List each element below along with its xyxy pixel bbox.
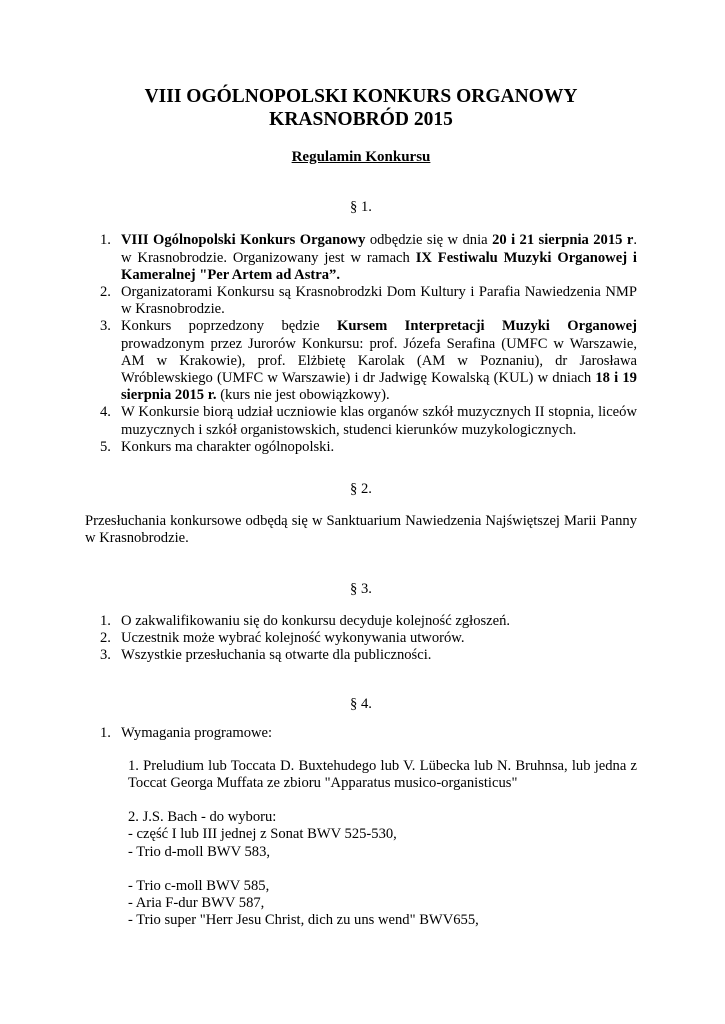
list-item: Uczestnik może wybrać kolejność wykonywania utworów.	[121, 630, 465, 647]
list-item: O zakwalifikowaniu się do konkursu decyduje kolejność zgłoszeń.	[121, 612, 511, 629]
list-item: W Konkursie biorą udział uczniowie klas organów szkół muzycznych II stopnia, liceów muzycznych i szkół organistowskich, studenci kierunków muzykologicznych.	[121, 404, 637, 438]
section-2-paragraph: Przesłuchania konkursowe odbędą się w Sanktuarium Nawiedzenia Najświętszej Marii Panny w Krasnobrodzie.	[85, 513, 637, 547]
program-line: - Aria F-dur BWV 587,	[128, 895, 265, 912]
section-1-list	[85, 232, 637, 456]
document-title	[85, 85, 637, 131]
document-subtitle	[85, 149, 637, 166]
program-line: - Trio super "Herr Jesu Christ, dich zu uns wend" BWV655,	[128, 912, 479, 929]
title-line-2: KRASNOBRÓD 2015	[269, 109, 453, 130]
section-2-heading: § 2.	[350, 481, 372, 498]
subtitle-text: Regulamin Konkursu	[291, 149, 431, 165]
section-1-heading: § 1.	[350, 199, 372, 216]
list-item: VIII Ogólnopolski Konkurs Organowy odbędzie się w dnia 20 i 21 sierpnia 2015 r. w Krasnobrodzie. Organizowany jest w ramach IX Festiwalu Muzyki Organowej i Kameralnej "Per Artem ad Astra”.	[121, 232, 637, 283]
list-item: Wszystkie przesłuchania są otwarte dla publiczności.	[121, 647, 432, 664]
program-line: - Trio d-moll BWV 583,	[128, 843, 271, 860]
program-line: - część I lub III jednej z Sonat BWV 525-530,	[128, 826, 397, 843]
list-item: Konkurs poprzedzony będzie Kursem Interpretacji Muzyki Organowej prowadzonym przez Jurorów Konkursu: prof. Józefa Serafina (UMFC w Warszawie, AM w Krakowie), prof. Elżbietę Karolak (AM w Poznaniu), dr Jarosława Wróblewskiego (UMFC w Warszawie) i dr Jadwigę Kowalską (KUL) w dniach 18 i 19 sierpnia 2015 r. (kurs nie jest obowiązkowy).	[121, 318, 637, 404]
section-4-list	[85, 725, 637, 930]
program-line: 1. Preludium lub Toccata D. Buxtehudego lub V. Lübecka lub N. Bruhnsa, lub jedna z Toccat Georga Muffata ze zbioru "Apparatus musico-organisticus"	[128, 757, 637, 792]
section-3-heading: § 3.	[350, 580, 372, 597]
title-line-1: VIII OGÓLNOPOLSKI KONKURS ORGANOWY	[144, 86, 578, 107]
program-line: 2. J.S. Bach - do wyboru:	[128, 809, 277, 826]
section-3-list	[85, 613, 637, 665]
program-line: - Trio c-moll BWV 585,	[128, 877, 270, 894]
list-item: Konkurs ma charakter ogólnopolski.	[121, 438, 335, 455]
program-intro: Wymagania programowe:	[121, 724, 273, 741]
list-item: Organizatorami Konkursu są Krasnobrodzki Dom Kultury i Parafia Nawiedzenia NMP w Krasnobrodzie.	[121, 284, 637, 318]
list-item	[121, 725, 637, 930]
section-4-heading: § 4.	[350, 696, 372, 713]
